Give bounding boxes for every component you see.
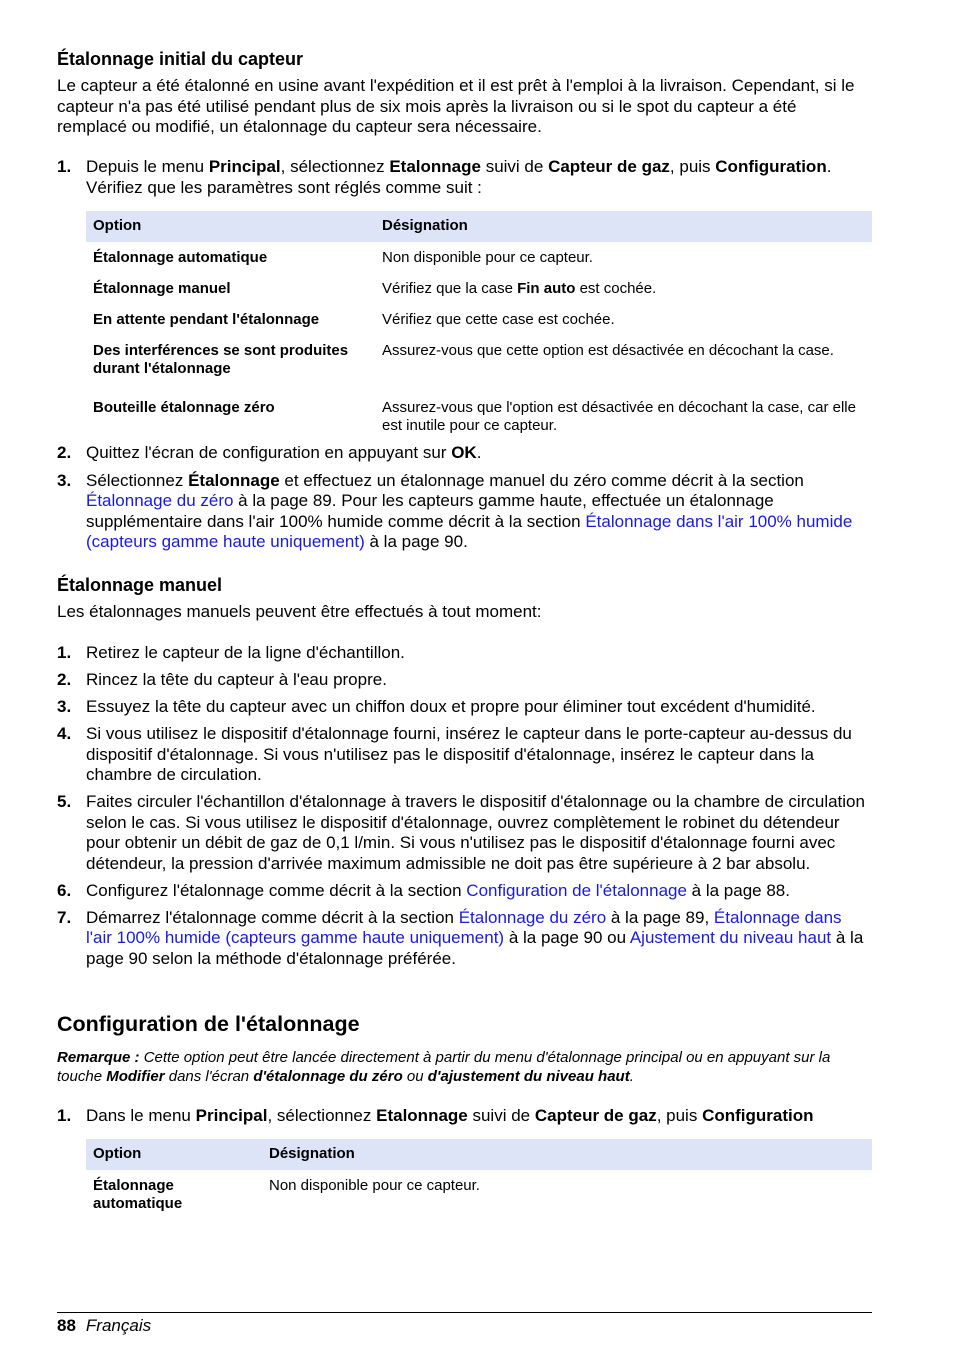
list-item: 2. Rincez la tête du capteur à l'eau propre.	[57, 670, 387, 689]
link-high-level-adjustment[interactable]: Ajustement du niveau haut	[629, 928, 832, 947]
list-item: 7. Démarrez l'étalonnage comme décrit à la section Étalonnage du zéro à la page 89, Étalonnage dans l'air 100% humide (capteurs gamme haute uniquement) à la page 90 ou Ajustement du niveau haut à la page 90 selon la méthode d'étalonnage préférée.	[57, 907, 864, 968]
note: Remarque : Cette option peut être lancée directement à partir du menu d'étalonnage principal ou en appuyant sur la touche Modifier dans l'écran d'étalonnage du zéro ou d'ajustement du niveau haut.	[57, 1049, 831, 1085]
link-zero-calibration[interactable]: Étalonnage du zéro	[458, 907, 607, 927]
column-header: Option	[86, 211, 375, 242]
section-title-calibration-configuration: Configuration de l'étalonnage	[57, 1012, 360, 1036]
table-row: Étalonnage automatique Non disponible pour ce capteur.	[93, 1177, 480, 1212]
list-item: 2. Quittez l'écran de configuration en appuyant sur OK.	[57, 443, 482, 462]
link-humid-air-calibration[interactable]: Étalonnage dans l'air 100% humide (capteurs gamme haute uniquement)	[86, 907, 842, 947]
column-header: Désignation	[375, 211, 872, 242]
settings-table	[86, 211, 872, 441]
list-item: 1. Depuis le menu Principal, sélectionnez Etalonnage suivi de Capteur de gaz, puis Configuration. Vérifiez que les paramètres sont réglés comme suit :	[57, 157, 832, 197]
table-header-row	[86, 211, 872, 242]
list-item: 3. Essuyez la tête du capteur avec un chiffon doux et propre pour éliminer tout excédent d'humidité.	[57, 697, 816, 716]
table-row: Étalonnage manuel Vérifiez que la case Fin auto est cochée.	[93, 280, 657, 297]
page-number: 88	[57, 1316, 76, 1335]
list-item: 5. Faites circuler l'échantillon d'étalonnage à travers le dispositif d'étalonnage ou la chambre de circulation selon le cas. Si vous utilisez le dispositif d'étalonnage, ouvrez complètement le robinet du détendeur pour obtenir un débit de gaz de 0,1 l/min. Si vous n'utilisez pas le dispositif d'étalonnage fourni avec détendeur, la pression d'arrivée maximum admissible ne doit pas être supérieure à 2 bar absolu.	[57, 792, 865, 873]
configuration-steps	[57, 1106, 872, 1133]
list-item: 3. Sélectionnez Étalonnage et effectuez un étalonnage manuel du zéro comme décrit à la section Étalonnage du zéro à la page 89. Pour les capteurs gamme haute, effectuée un étalonnage supplémentaire dans l'air 100% humide comme décrit à la section Étalonnage dans l'air 100% humide (capteurs gamme haute uniquement) à la page 90.	[57, 470, 853, 551]
manual-calibration-steps	[57, 643, 872, 976]
initial-calibration-intro: Le capteur a été étalonné en usine avant l'expédition et il est prêt à l'emploi à la livraison. Cependant, si le capteur n'a pas été utilisé pendant plus de six mois après la livraison ou si le spot du capteur a été remplacé ou modifié, un étalonnage du capteur sera nécessaire.	[57, 76, 855, 136]
footer-language: Français	[85, 1316, 152, 1335]
table-header-row	[86, 1139, 872, 1170]
initial-calibration-steps-cont	[57, 443, 872, 559]
section-title-initial-calibration: Étalonnage initial du capteur	[57, 49, 304, 69]
configuration-table	[86, 1139, 872, 1219]
list-item: 4. Si vous utilisez le dispositif d'étalonnage fourni, insérez le capteur dans le porte-capteur au-dessus du dispositif d'étalonnage. Si vous n'utilisez pas le dispositif d'étalonnage, insérez le capteur dans la chambre de circulation.	[57, 724, 852, 784]
table-row: Bouteille étalonnage zéro Assurez-vous que l'option est désactivée en décochant la case, car elle est inutile pour ce capteur.	[93, 399, 856, 434]
link-calibration-configuration[interactable]: Configuration de l'étalonnage	[466, 880, 687, 900]
list-item: 1. Dans le menu Principal, sélectionnez Etalonnage suivi de Capteur de gaz, puis Configuration	[57, 1106, 814, 1125]
list-item: 1. Retirez le capteur de la ligne d'échantillon.	[57, 643, 405, 662]
table-row: Étalonnage automatique Non disponible pour ce capteur.	[93, 249, 593, 266]
manual-calibration-intro: Les étalonnages manuels peuvent être effectués à tout moment:	[57, 602, 542, 621]
list-item: 6. Configurez l'étalonnage comme décrit à la section Configuration de l'étalonnage à la page 88.	[57, 880, 790, 900]
link-humid-air-calibration[interactable]: Étalonnage dans l'air 100% humide (capteurs gamme haute uniquement)	[86, 511, 853, 551]
table-row: En attente pendant l'étalonnage Vérifiez que cette case est cochée.	[93, 311, 615, 328]
table-row: Des interférences se sont produites durant l'étalonnage Assurez-vous que cette option est désactivée en décochant la case.	[93, 342, 834, 377]
section-title-manual-calibration: Étalonnage manuel	[57, 575, 223, 595]
initial-calibration-steps	[57, 157, 872, 205]
page-footer	[57, 1312, 872, 1337]
column-header: Option	[86, 1139, 262, 1170]
column-header: Désignation	[262, 1139, 872, 1170]
link-zero-calibration[interactable]: Étalonnage du zéro	[86, 491, 234, 510]
